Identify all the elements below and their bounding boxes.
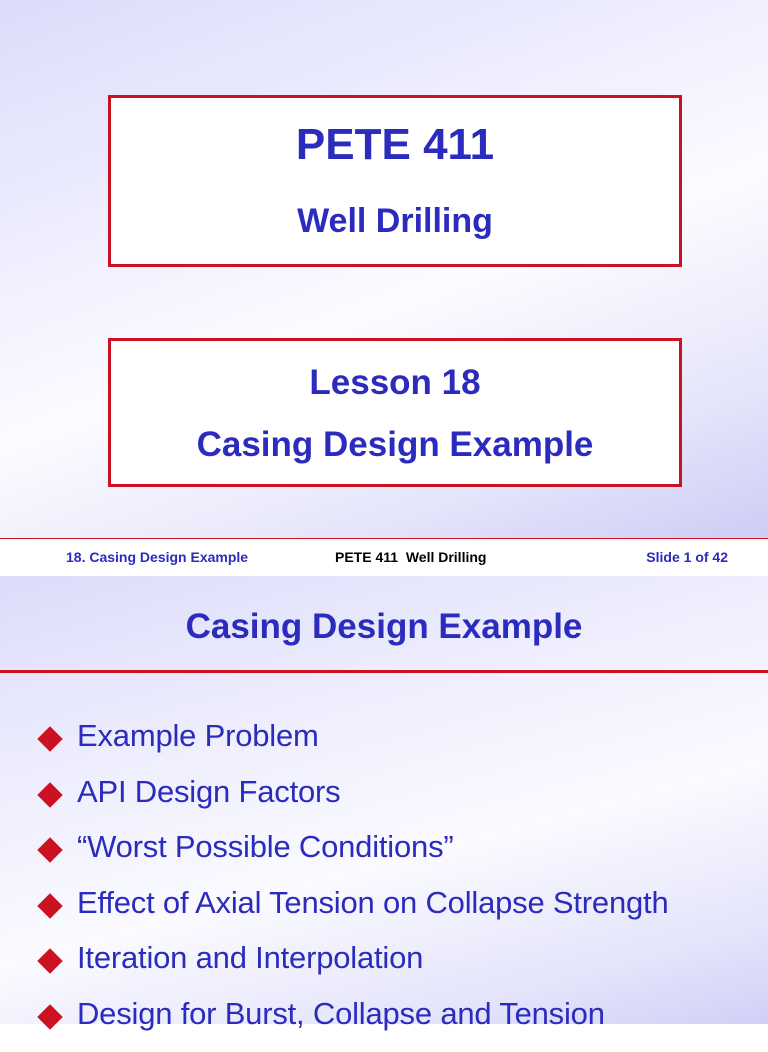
lesson-title-box xyxy=(108,338,682,487)
diamond-bullet-icon xyxy=(37,726,62,751)
slide-footer xyxy=(0,538,768,576)
outline-slide xyxy=(0,576,768,1031)
diamond-bullet-icon xyxy=(37,949,62,974)
diamond-bullet-icon xyxy=(37,782,62,807)
lesson-topic: Casing Design Example xyxy=(196,425,594,464)
footer-lesson-label: 18. Casing Design Example xyxy=(66,549,249,565)
course-code: PETE 411 xyxy=(295,120,495,169)
footer-slide-number: Slide 1 of 42 xyxy=(646,549,728,565)
bullet-text: API Design Factors xyxy=(77,773,341,809)
bullet-text: Effect of Axial Tension on Collapse Strength xyxy=(77,884,669,920)
diamond-bullet-icon xyxy=(37,837,62,862)
bullet-text: Design for Burst, Collapse and Tension xyxy=(77,995,605,1031)
bullet-text: Example Problem xyxy=(77,718,319,753)
title-divider xyxy=(0,670,768,673)
bullet-text: “Worst Possible Conditions” xyxy=(77,829,454,865)
slide-title: Casing Design Example xyxy=(185,607,583,646)
course-title-box xyxy=(108,95,682,267)
footer-course-label: PETE 411 Well Drilling xyxy=(335,549,487,565)
lesson-number: Lesson 18 xyxy=(309,363,481,402)
bullet-text: Iteration and Interpolation xyxy=(77,940,424,976)
diamond-bullet-icon xyxy=(37,1004,62,1029)
diamond-bullet-icon xyxy=(37,893,62,918)
course-name: Well Drilling xyxy=(297,202,493,240)
